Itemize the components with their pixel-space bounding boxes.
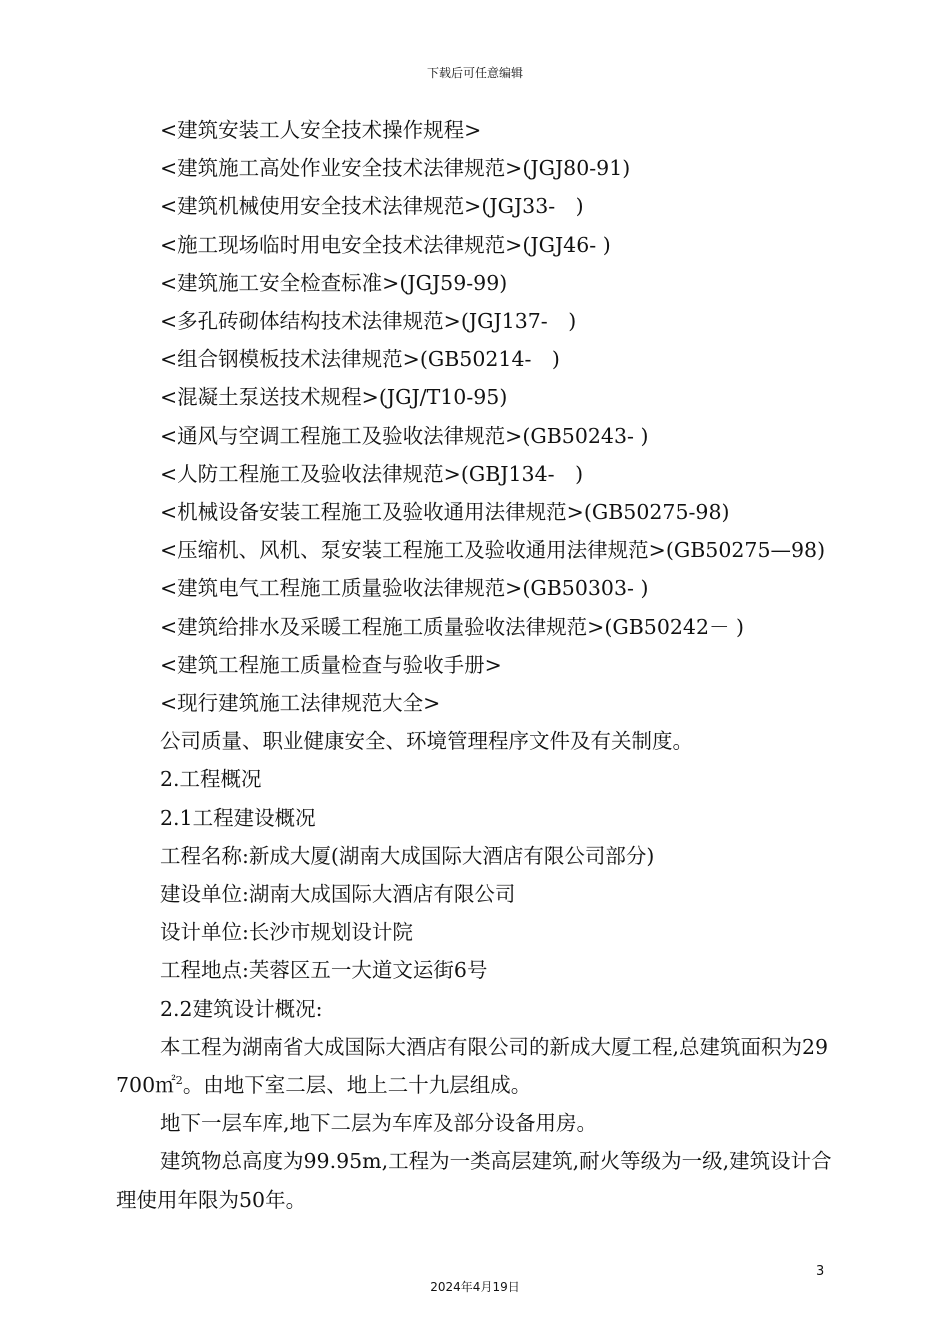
client-line: 建设单位:湖南大成国际大酒店有限公司 bbox=[160, 882, 516, 907]
project-name-line: 工程名称:新成大厦(湖南大成国际大酒店有限公司部分) bbox=[160, 843, 655, 868]
reference-line: <通风与空调工程施工及验收法律规范>(GB50243- ) bbox=[160, 423, 649, 448]
reference-line: <现行建筑施工法律规范大全> bbox=[160, 691, 441, 716]
reference-line: <建筑机械使用安全技术法律规范>(JGJ33- ) bbox=[160, 194, 584, 219]
section-heading: 2.工程概况 bbox=[160, 767, 262, 792]
area-paragraph bbox=[116, 1028, 838, 1104]
area-paragraph-after: 。由地下室二层、地上二十九层组成。 bbox=[182, 1073, 532, 1098]
reference-line: <组合钢模板技术法律规范>(GB50214- ) bbox=[160, 347, 560, 372]
reference-line: <建筑施工安全检查标准>(JGJ59-99) bbox=[160, 270, 508, 295]
company-documents-line: 公司质量、职业健康安全、环境管理程序文件及有关制度。 bbox=[160, 729, 693, 754]
reference-line: <机械设备安装工程施工及验收通用法律规范>(GB50275-98) bbox=[160, 500, 730, 525]
page-footer-date: 2024年4月19日 bbox=[430, 1280, 520, 1294]
reference-line: <施工现场临时用电安全技术法律规范>(JGJ46- ) bbox=[160, 232, 611, 257]
subsection-heading: 2.2建筑设计概况: bbox=[160, 996, 323, 1021]
reference-line: <多孔砖砌体结构技术法律规范>(JGJ137- ) bbox=[160, 309, 577, 334]
reference-line: <建筑给排水及采暖工程施工质量验收法律规范>(GB50242－ ) bbox=[160, 614, 745, 639]
page-header: 下载后可任意编辑 bbox=[426, 66, 523, 80]
reference-line: <混凝土泵送技术规程>(JGJ/T10-95) bbox=[160, 385, 508, 410]
area-superscript: 2 bbox=[175, 1074, 183, 1088]
reference-line: <建筑安装工人安全技术操作规程> bbox=[160, 118, 482, 142]
subsection-heading: 2.1工程建设概况 bbox=[160, 805, 316, 830]
location-line: 工程地点:芙蓉区五一大道文运街6号 bbox=[160, 958, 488, 983]
basement-paragraph: 地下一层车库,地下二层为车库及部分设备用房。 bbox=[160, 1111, 598, 1136]
height-paragraph: 建筑物总高度为99.95m,工程为一类高层建筑,耐火等级为一级,建筑设计合理使用年限为50年。 bbox=[116, 1149, 832, 1212]
designer-line: 设计单位:长沙市规划设计院 bbox=[160, 920, 413, 945]
reference-line: <建筑电气工程施工质量验收法律规范>(GB50303- ) bbox=[160, 576, 649, 601]
reference-line: <建筑工程施工质量检查与验收手册> bbox=[160, 652, 502, 677]
reference-line: <人防工程施工及验收法律规范>(GBJ134- ) bbox=[160, 461, 584, 486]
reference-line: <建筑施工高处作业安全技术法律规范>(JGJ80-91) bbox=[160, 156, 631, 181]
page-number: 3 bbox=[816, 1264, 825, 1279]
document-body bbox=[116, 111, 838, 1219]
reference-line: <压缩机、风机、泵安装工程施工及验收通用法律规范>(GB50275—98) bbox=[160, 538, 826, 563]
area-paragraph-before: 本工程为湖南省大成国际大酒店有限公司的新成大厦工程,总建筑面积为29700㎡ bbox=[116, 1034, 829, 1098]
